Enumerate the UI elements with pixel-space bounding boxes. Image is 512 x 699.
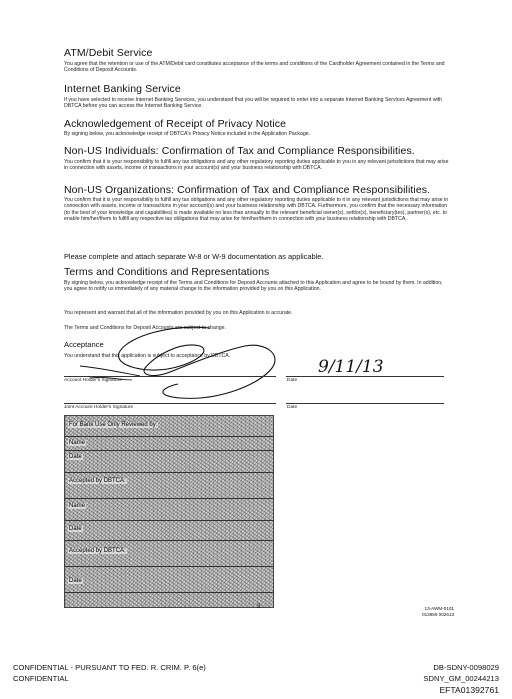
footer-bates-2: SDNY_GM_00244213 bbox=[423, 674, 499, 683]
joint-holder-signature-label: Joint Account Holder's Signature bbox=[64, 405, 134, 410]
terms-heading: Terms and Conditions and Representations bbox=[64, 266, 270, 278]
account-holder-signature bbox=[60, 306, 330, 406]
signature-line-1 bbox=[64, 376, 276, 377]
represent-text: You represent and warrant that all of the information provided by you on this Application is accurate. bbox=[64, 310, 293, 316]
bank-box-divider bbox=[65, 498, 273, 499]
non-us-individuals-body: You confirm that it is your responsibility to fulfill any tax obligations and any other regulatory reporting duties applicable to you in any relevant jurisdictions that may arise in connection with assets, income or transactions in your account(s) and your business relationship with DBTCA. bbox=[64, 159, 449, 172]
internet-banking-body: If you have selected to receive Internet Banking Services, you understand that you will be required to enter into a separate Internet Banking Services Agreement with DBTCA before you can access the Internet Banking Service. bbox=[64, 97, 443, 110]
bank-box-divider bbox=[65, 540, 273, 541]
acceptance-heading: Acceptance bbox=[64, 340, 104, 349]
non-us-individuals-heading: Non-US Individuals: Confirmation of Tax and Compliance Responsibilities. bbox=[64, 145, 415, 157]
internet-banking-heading: Internet Banking Service bbox=[64, 83, 181, 95]
footer-confidential-line-1: CONFIDENTIAL - PURSUANT TO FED. R. CRIM. P. 6(e) bbox=[13, 663, 206, 672]
w8-note: Please complete and attach separate W-8 or W-9 documentation as applicable. bbox=[64, 252, 324, 261]
bank-box-accepted-label-2: Accepted by DBTCA: bbox=[69, 548, 126, 554]
privacy-heading: Acknowledgement of Receipt of Privacy Notice bbox=[64, 118, 287, 130]
date-line-2 bbox=[286, 403, 444, 404]
page-number: 3 bbox=[257, 604, 261, 610]
atm-body: You agree that the retention or use of the ATM/Debit card constitutes acceptance of the terms and conditions of the Cardholder Agreement contained in the Terms and Conditions of Deposit Accounts. bbox=[64, 61, 445, 74]
bank-box-divider bbox=[65, 566, 273, 567]
date-label-1: Date bbox=[287, 378, 298, 383]
bank-box-divider bbox=[65, 436, 273, 437]
bank-box-name-label-2: Name bbox=[69, 503, 86, 509]
bank-box-date-label-2: Date bbox=[69, 526, 82, 532]
date-line-1 bbox=[286, 376, 444, 377]
handwritten-date: 9/11/13 bbox=[318, 357, 384, 377]
acceptance-body: You understand that this application is subject to acceptance by DBTCA. bbox=[64, 353, 231, 359]
terms-change-text: The Terms and Conditions for Deposit Accounts are subject to change. bbox=[64, 325, 226, 331]
bank-box-divider bbox=[65, 450, 273, 451]
atm-heading: ATM/Debit Service bbox=[64, 47, 153, 59]
bank-box-divider bbox=[65, 472, 273, 473]
footer-confidential-line-2: CONFIDENTIAL bbox=[13, 674, 69, 683]
bank-box-name-label-1: Name bbox=[69, 440, 86, 446]
bank-box-date-label-1: Date bbox=[69, 454, 82, 460]
non-us-organizations-heading: Non-US Organizations: Confirmation of Tax and Compliance Responsibilities. bbox=[64, 184, 431, 196]
footer-efta: EFTA01392761 bbox=[439, 685, 499, 695]
account-holder-signature-label: Account Holder's Signature bbox=[64, 378, 122, 383]
terms-body: By signing below, you acknowledge receipt of the Terms and Conditions for Deposit Accounts attached to this Application and agree to be bound by them. In addition, you agree to notify us immediately of any material change to the information provided by you on this Application. bbox=[64, 280, 443, 293]
bank-box-divider bbox=[65, 592, 273, 593]
bank-box-divider bbox=[65, 520, 273, 521]
bank-box-accepted-label-1: Accepted by DBTCA: bbox=[69, 478, 126, 484]
bank-box-reviewed-label: For Bank Use Only Reviewed by: bbox=[69, 422, 158, 428]
bank-use-box bbox=[64, 415, 274, 608]
date-label-2: Date bbox=[287, 405, 298, 410]
bank-box-date-label-3: Date bbox=[69, 578, 82, 584]
form-code: 13-AWM-0101 bbox=[424, 606, 454, 611]
form-code-secondary: 013959 002613 bbox=[422, 612, 454, 617]
signature-line-2 bbox=[64, 403, 276, 404]
privacy-body: By signing below, you acknowledge receipt of DBTCA's Privacy Notice included in the Application Package. bbox=[64, 131, 311, 137]
non-us-organizations-body: You confirm that it is your responsibility to fulfill any tax obligations and any other regulatory reporting duties applicable to it in any relevant jurisdictions that may arise in connection with assets, income or transactions in your account(s) and your business relationship with DBTCA. Furthermore, you confirm that the necessary information (to the best of your knowledge and capabilities) is made available no less than annually to the relevant beneficial owner(s), settlor(s), beneficiary(ies), partner(s), etc. to enable him/her/them to fulfill any respective tax obligations that may arise for him/her/them in connection with your business relationship with DBTCA. bbox=[64, 197, 449, 223]
footer-bates-1: DB-SDNY-0098029 bbox=[433, 663, 499, 672]
